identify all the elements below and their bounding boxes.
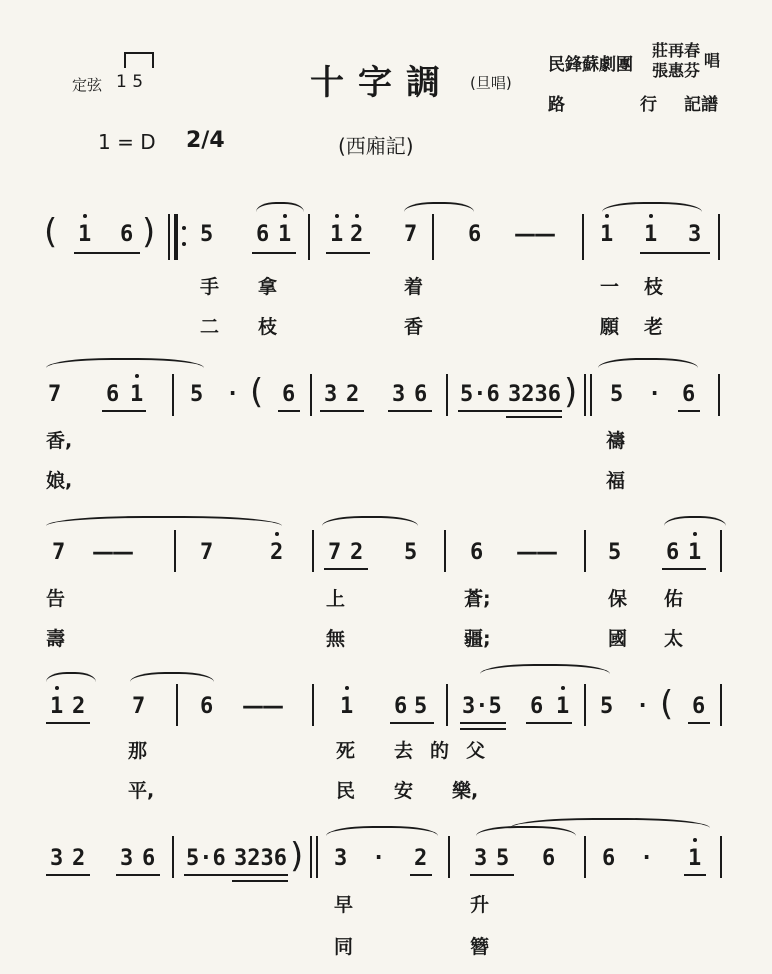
note: 3236 [234,846,287,871]
lyric: 壽 [46,628,66,650]
note: 6 [200,694,214,719]
lyric: 那 [128,740,148,762]
lyric: 福 [606,470,626,492]
barline [172,836,174,878]
note: 2 [72,694,86,719]
slur [256,202,304,212]
octave-dot [693,838,697,842]
barline [582,214,584,260]
underline [470,874,514,876]
note: 7 [132,694,146,719]
note: 2 [270,540,284,565]
note: 5·6 [186,846,226,871]
lyric: 保 [608,588,628,610]
slur [598,358,698,368]
underline [46,874,90,876]
underline [388,410,432,412]
underline [102,410,146,412]
underline [410,874,432,876]
slur [326,826,438,836]
underline [526,722,572,724]
barline [172,374,174,416]
note: · [372,846,386,871]
sing-label: 唱 [704,51,721,70]
barline [718,214,720,260]
note: 2 [346,382,360,407]
octave-dot [283,214,287,218]
page-title: 十字調 [310,63,454,103]
slur [46,358,204,368]
troupe-name: 民鋒蘇劇團 [548,55,633,75]
slur [480,664,610,674]
notation-by-name: 路 [548,95,565,115]
octave-dot [335,214,339,218]
barline [446,684,448,726]
lyric: 死 [336,740,356,762]
underline [640,252,710,254]
string-bracket [124,52,154,68]
lyric: 太 [664,628,684,650]
note: 1 [556,694,570,719]
note: 6 [120,222,134,247]
note: 1 [78,222,92,247]
note: 7 [48,382,62,407]
slur [46,672,96,682]
string-label: 定弦 [72,76,103,94]
barline [720,530,722,572]
barline [448,836,450,878]
note: · [640,846,654,871]
barline [316,836,318,878]
paren-close: ) [564,372,578,412]
lyric: 枝 [644,276,664,298]
note: 7 [328,540,342,565]
slur [510,818,710,828]
underline [184,874,288,876]
lyric: 二 [200,316,220,338]
note: 1 [644,222,658,247]
singer-1: 莊再春 [652,41,701,60]
note: 1 [50,694,64,719]
barline [718,374,720,416]
lyric: 拿 [258,276,278,298]
note: 3 [334,846,348,871]
octave-dot [355,214,359,218]
note: 6 [542,846,556,871]
lyric: 父 [466,740,486,762]
barline [176,684,178,726]
repeat-dot [182,242,186,246]
note: 6 [468,222,482,247]
note: 1 [130,382,144,407]
octave-dot [605,214,609,218]
repeat-dot [182,226,186,230]
slur [602,202,702,212]
note: 2 [350,540,364,565]
underline [252,252,296,254]
underline [506,416,562,418]
lyric: 香 [404,316,424,338]
string-value: 1 5 [116,72,144,92]
note: 6 [106,382,120,407]
lyric: 禱 [606,430,626,452]
note: 2 [414,846,428,871]
lyric: 着 [404,276,424,298]
barline [584,684,586,726]
note: 7 [404,222,418,247]
note: 1 [330,222,344,247]
note: 6 [394,694,408,719]
note: 5 [496,846,510,871]
lyric: 同 [334,936,354,958]
underline [278,410,300,412]
paren-close: ) [290,836,304,876]
hold-dash: —— [242,694,282,719]
lyric: 早 [334,894,354,916]
underline [662,568,706,570]
hold-dash: —— [92,540,132,565]
lyric: 佑 [664,588,684,610]
notation-by-role: 行 [640,95,657,115]
note: 5 [610,382,624,407]
note: 5 [414,694,428,719]
slur [46,516,282,526]
lyric: 安 [394,780,414,802]
lyric: 手 [200,276,220,298]
hold-dash: —— [514,222,554,247]
underline [324,568,368,570]
note: 1 [688,540,702,565]
underline [458,410,562,412]
note: 5 [190,382,204,407]
note: 5·6 [460,382,500,407]
lyric: 蒼; [464,588,491,610]
note: 3 [392,382,406,407]
lyric: 娘, [46,470,73,492]
note: 5 [608,540,622,565]
barline [312,530,314,572]
note: 5 [600,694,614,719]
barline [432,214,434,260]
note: 1 [340,694,354,719]
barline [584,374,586,416]
barline [720,836,722,878]
note: · [648,382,662,407]
slur [664,516,726,526]
note: 6 [692,694,706,719]
lyric: 香, [46,430,73,452]
octave-dot [55,686,59,690]
underline [460,728,506,730]
barline [310,836,312,878]
lyric: 疆; [464,628,491,650]
note: · [226,382,240,407]
barline [584,530,586,572]
underline [390,722,434,724]
opera-name: (西廂記) [338,134,414,158]
barline [310,374,312,416]
lyric: 國 [608,628,628,650]
singer-2: 張惠芬 [652,61,701,80]
note: 3 [688,222,702,247]
barline [720,684,722,726]
lyric: 老 [644,316,664,338]
underline [74,252,140,254]
octave-dot [345,686,349,690]
lyric: 上 [326,588,346,610]
octave-dot [649,214,653,218]
lyric: 平, [128,780,155,802]
underline [116,874,160,876]
note: 3236 [508,382,561,407]
note: 7 [52,540,66,565]
lyric: 告 [46,588,66,610]
underline [684,874,706,876]
note: 3 [474,846,488,871]
note: 1 [278,222,292,247]
barline [312,684,314,726]
lyric: 民 [336,780,356,802]
lyric: 的 [430,740,450,762]
underline [460,722,506,724]
key-signature: 1 = D [98,130,156,154]
paren-open: ( [44,212,58,252]
lyric: 去 [394,740,414,762]
hold-dash: —— [516,540,556,565]
lyric: 願 [600,316,620,338]
underline [232,880,288,882]
barline [308,214,310,260]
underline [326,252,370,254]
lyric: 樂, [452,780,479,802]
octave-dot [275,532,279,536]
repeat-barline [174,214,178,260]
note: 2 [350,222,364,247]
paren-open: ( [660,684,674,724]
note: 5 [200,222,214,247]
role-label: (旦唱) [470,74,512,92]
slur [130,672,214,682]
note: 1 [600,222,614,247]
note: 3 [120,846,134,871]
octave-dot [693,532,697,536]
underline [678,410,700,412]
note: 6 [666,540,680,565]
lyric: 升 [470,894,490,916]
lyric: 一 [600,276,620,298]
note: 6 [256,222,270,247]
note: 6 [530,694,544,719]
note: 6 [414,382,428,407]
note: 7 [200,540,214,565]
lyric: 無 [326,628,346,650]
note: 3 [324,382,338,407]
note: · [636,694,650,719]
note: 6 [142,846,156,871]
note: 1 [688,846,702,871]
barline [584,836,586,878]
note: 2 [72,846,86,871]
note: 3·5 [462,694,502,719]
underline [320,410,364,412]
barline [174,530,176,572]
note: 6 [470,540,484,565]
time-signature: 2/4 [186,128,225,153]
slur [322,516,418,526]
note: 6 [602,846,616,871]
underline [688,722,710,724]
note: 5 [404,540,418,565]
barline [168,214,170,260]
octave-dot [83,214,87,218]
paren-open: ( [250,372,264,412]
underline [46,722,90,724]
lyric: 簪 [470,936,490,958]
octave-dot [135,374,139,378]
slur [404,202,474,212]
note: 6 [682,382,696,407]
lyric: 枝 [258,316,278,338]
barline [446,374,448,416]
barline [444,530,446,572]
note: 6 [282,382,296,407]
notation-by: 記譜 [684,95,718,115]
octave-dot [561,686,565,690]
note: 3 [50,846,64,871]
paren-close: ) [142,212,156,252]
barline [590,374,592,416]
